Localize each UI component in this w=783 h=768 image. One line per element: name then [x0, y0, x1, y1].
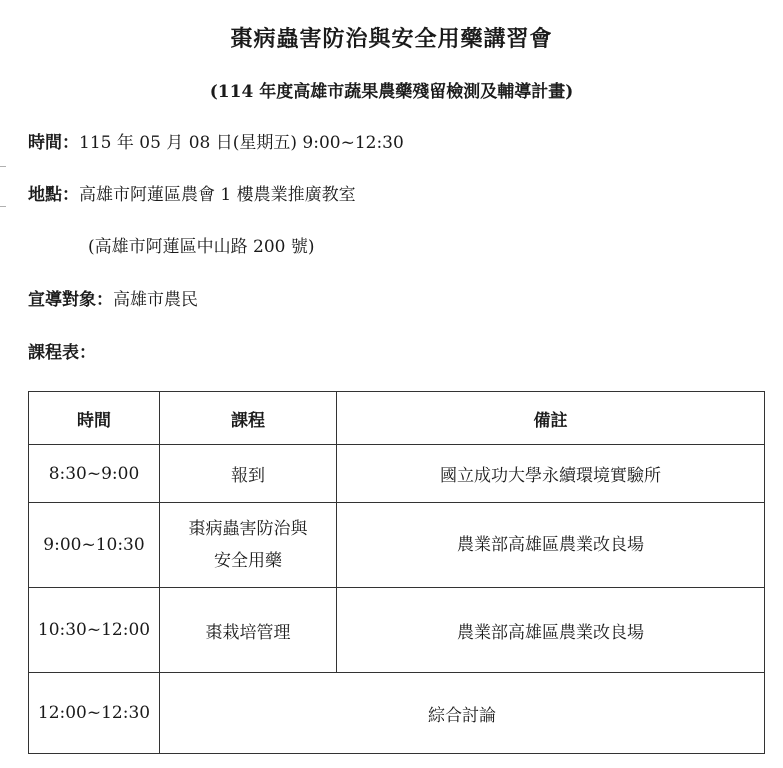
- row-time: 9:00~10:30: [29, 503, 160, 588]
- target-line: [28, 285, 198, 310]
- place-value: 高雄市阿蓮區農會 1 樓農業推廣教室: [79, 185, 356, 205]
- schedule-line: [28, 338, 96, 363]
- header-note: 備註: [337, 392, 765, 445]
- table-row: [29, 445, 765, 503]
- time-line: [28, 128, 404, 153]
- address-line: [88, 232, 315, 257]
- document-title: 棗病蟲害防治與安全用藥講習會: [230, 26, 553, 52]
- target-label: 宣導對象：: [28, 290, 113, 310]
- table-row: [29, 673, 765, 754]
- row-note: 農業部高雄區農業改良場: [337, 588, 765, 673]
- row-time: 12:00~12:30: [29, 673, 160, 754]
- row-note: 國立成功大學永續環境實驗所: [337, 445, 765, 503]
- scan-edge-mark: [0, 166, 6, 167]
- row-time: 10:30~12:00: [29, 588, 160, 673]
- schedule-table: [28, 391, 765, 754]
- time-value: 115 年 05 月 08 日(星期五) 9:00~12:30: [79, 133, 404, 153]
- row-merged-discussion: 綜合討論: [160, 673, 765, 754]
- header-time: 時間: [29, 392, 160, 445]
- course-line: 棗病蟲害防治與: [188, 519, 308, 539]
- document-subtitle: (114 年度高雄市蔬果農藥殘留檢測及輔導計畫): [209, 82, 574, 102]
- table-row: [29, 503, 765, 588]
- place-label: 地點：: [28, 185, 79, 205]
- schedule-label: 課程表：: [28, 343, 96, 363]
- place-line: [28, 180, 356, 205]
- course-line: 安全用藥: [214, 551, 282, 571]
- table-row: [29, 588, 765, 673]
- row-course: 報到: [160, 445, 337, 503]
- header-course: 課程: [160, 392, 337, 445]
- row-course: 棗栽培管理: [160, 588, 337, 673]
- row-time: 8:30~9:00: [29, 445, 160, 503]
- address-value: (高雄市阿蓮區中山路 200 號): [88, 237, 315, 257]
- row-course: [160, 503, 337, 588]
- table-header-row: [29, 392, 765, 445]
- time-label: 時間：: [28, 133, 79, 153]
- scan-edge-mark: [0, 206, 6, 207]
- row-note: 農業部高雄區農業改良場: [337, 503, 765, 588]
- target-value: 高雄市農民: [113, 290, 198, 310]
